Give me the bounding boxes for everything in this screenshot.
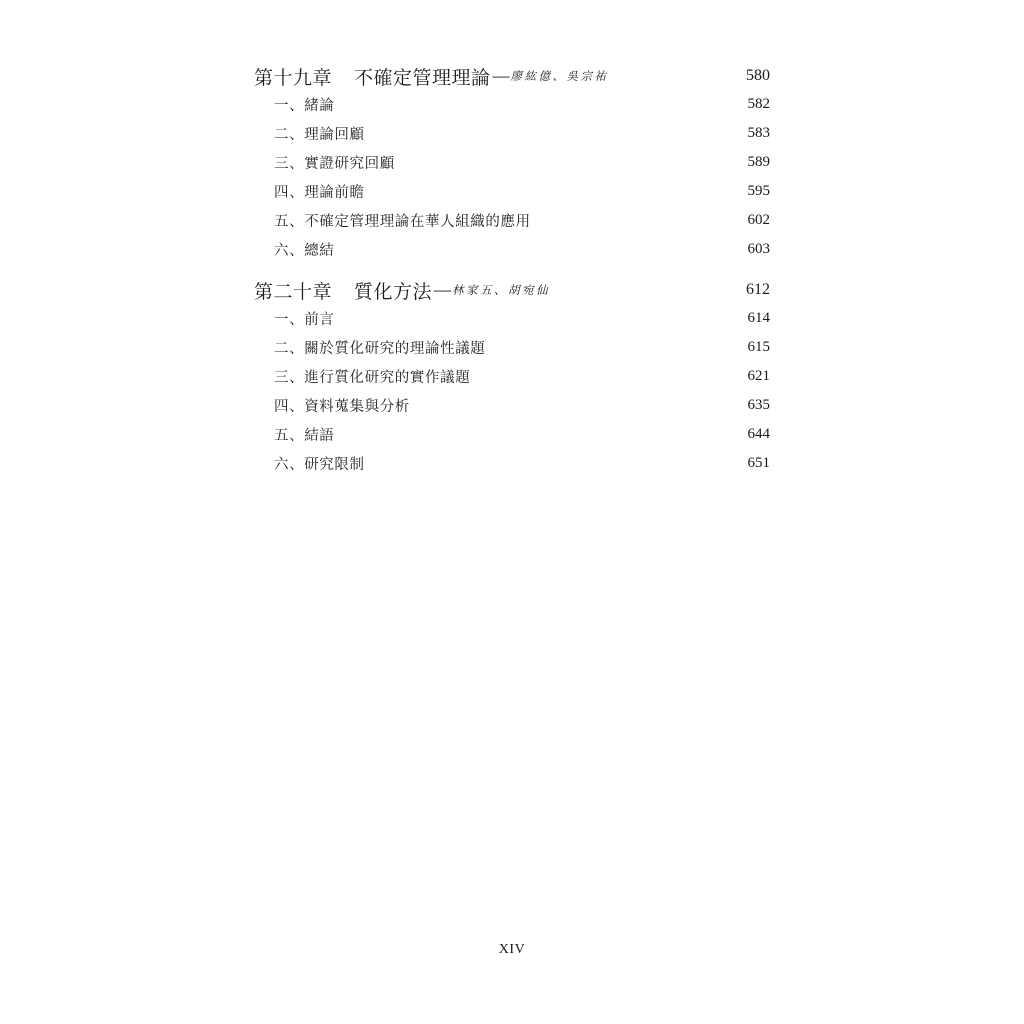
section-entry: [254, 177, 770, 206]
section-label: 五、結語: [274, 428, 335, 444]
section-label: 六、研究限制: [274, 457, 365, 473]
section-page-number: 595: [747, 183, 770, 199]
section-label: 六、總結: [274, 243, 335, 259]
em-dash: —: [434, 280, 452, 299]
section-entry: [254, 391, 770, 420]
chapter-page-number: 612: [746, 281, 770, 298]
section-page-number: 621: [747, 368, 770, 384]
chapter-heading: [254, 62, 770, 90]
em-dash: —: [492, 66, 510, 85]
section-entry: [254, 90, 770, 119]
chapter-number: 第十九章: [254, 66, 333, 89]
section-entry: [254, 148, 770, 177]
section-entry: [254, 449, 770, 478]
chapter-heading: [254, 276, 770, 304]
chapter-authors: 廖紘億、吳宗祐: [510, 69, 609, 83]
section-entry: [254, 235, 770, 264]
section-entry: [254, 362, 770, 391]
chapter-19: [254, 62, 770, 264]
section-label: 三、進行質化研究的實作議題: [274, 370, 471, 386]
section-label: 一、前言: [274, 312, 335, 328]
section-page-number: 635: [747, 397, 770, 413]
section-entry: [254, 333, 770, 362]
chapter-number: 第二十章: [254, 280, 333, 303]
chapter-title: 質化方法: [354, 280, 433, 303]
section-entry: [254, 420, 770, 449]
section-entry: [254, 206, 770, 235]
chapter-20: [254, 276, 770, 478]
section-page-number: 583: [747, 125, 770, 141]
section-page-number: 651: [747, 455, 770, 471]
section-page-number: 582: [747, 96, 770, 112]
section-page-number: 603: [747, 241, 770, 257]
section-page-number: 589: [747, 154, 770, 170]
section-label: 四、資料蒐集與分析: [274, 399, 410, 415]
chapter-title: 不確定管理理論: [354, 66, 491, 89]
section-entry: [254, 304, 770, 333]
section-page-number: 615: [747, 339, 770, 355]
section-label: 三、實證研究回顧: [274, 156, 395, 172]
table-of-contents: [254, 62, 770, 490]
section-entry: [254, 119, 770, 148]
section-label: 一、緒論: [274, 98, 335, 114]
section-page-number: 614: [747, 310, 770, 326]
page-folio: XIV: [498, 942, 526, 957]
section-label: 四、理論前瞻: [274, 185, 365, 201]
chapter-authors: 林家五、胡宛仙: [452, 283, 551, 297]
section-label: 二、關於質化研究的理論性議題: [274, 341, 486, 357]
chapter-page-number: 580: [746, 67, 770, 84]
section-label: 二、理論回顧: [274, 127, 365, 143]
section-label: 五、不確定管理理論在華人組織的應用: [274, 214, 531, 230]
section-page-number: 602: [747, 212, 770, 228]
section-page-number: 644: [747, 426, 770, 442]
